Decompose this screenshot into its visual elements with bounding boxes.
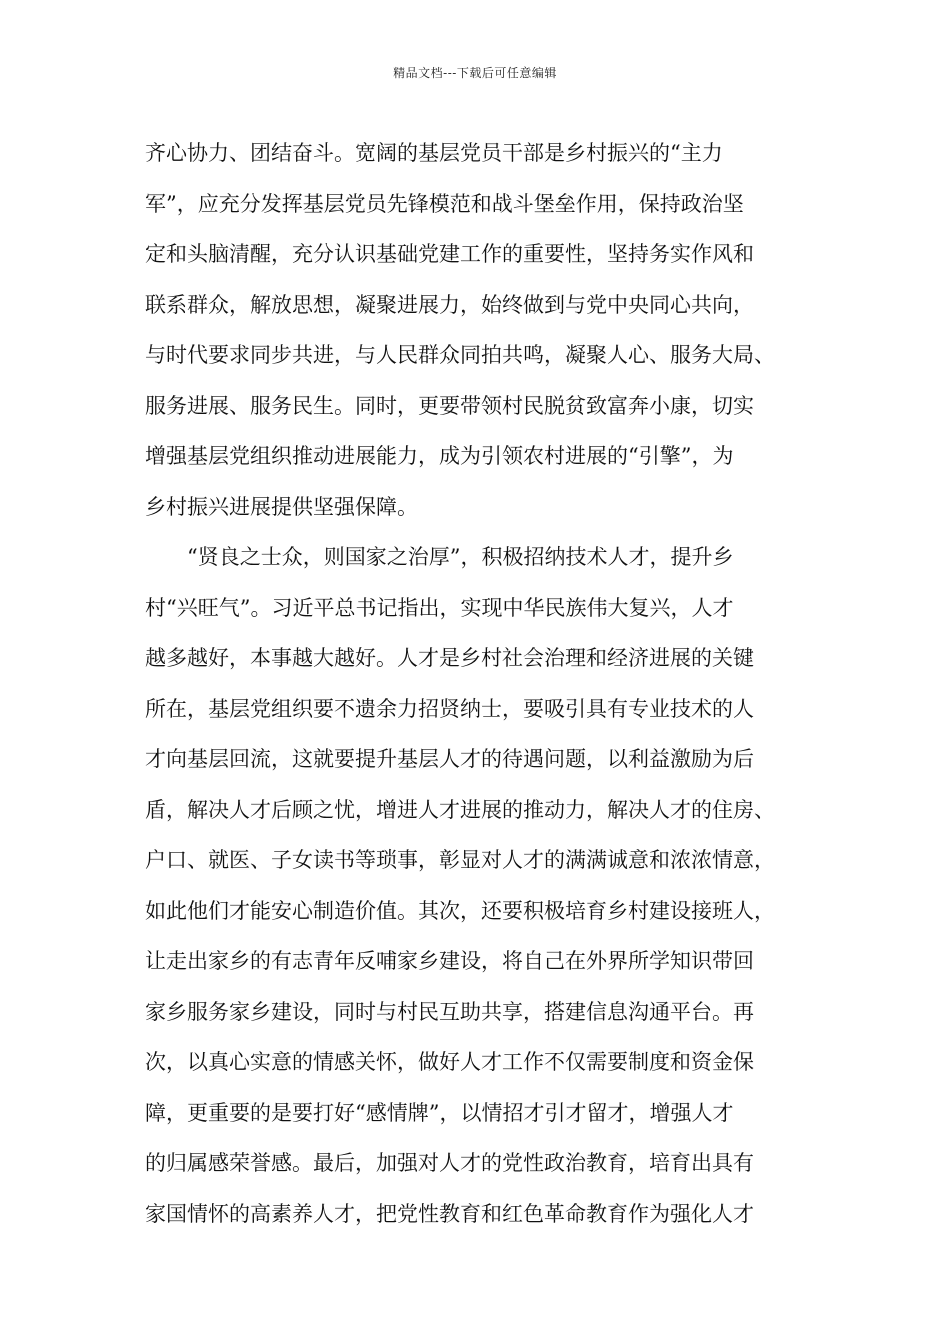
text-line: 联系群众，解放思想，凝聚进展力，始终做到与党中央同心共向， [145,292,754,317]
text-line: 盾，解决人才后顾之忧，增进人才进展的推动力，解决人才的住房、 [145,797,775,822]
text-line: 的归属感荣誉感。最后，加强对人才的党性政治教育，培育出具有 [145,1151,754,1175]
text-line: 增强基层党组织推动进展能力，成为引领农村进展的“引擎”，为 [145,444,734,468]
text-line: 次，以真心实意的情感关怀，做好人才工作不仅需要制度和资金保 [145,1050,754,1074]
text-line: 如此他们才能安心制造价值。其次，还要积极培育乡村建设接班人， [145,898,775,923]
text-line: 障，更重要的是要打好“感情牌”，以情招才引才留才，增强人才 [145,1100,734,1125]
text-line: 所在，基层党组织要不遗余力招贤纳士，要吸引具有专业技术的人 [145,696,754,721]
text-line: 家国情怀的高素养人才，把党性教育和红色革命教育作为强化人才 [145,1201,754,1226]
document-body [145,128,835,1239]
text-line: 定和头脑清醒，充分认识基础党建工作的重要性，坚持务实作风和 [145,242,754,266]
text-line: 家乡服务家乡建设，同时与村民互助共享，搭建信息沟通平台。再 [145,999,754,1024]
text-line: 服务进展、服务民生。同时，更要带领村民脱贫致富奔小康，切实 [145,393,754,418]
paragraph-first-line: “贤良之士众，则国家之治厚”，积极招纳技术人才，提升乡 [187,545,734,569]
text-line: 乡村振兴进展提供坚强保障。 [145,494,418,519]
text-line: 户口、就医、子女读书等琐事，彰显对人才的满满诚意和浓浓情意， [145,848,775,872]
text-line: 村“兴旺气”。习近平总书记指出，实现中华民族伟大复兴，人才 [145,595,734,620]
text-line: 与时代要求同步共进，与人民群众同拍共鸣，凝聚人心、服务大局、 [145,343,775,367]
text-line: 才向基层回流，这就要提升基层人才的待遇问题，以利益激励为后 [145,747,754,771]
text-line: 让走出家乡的有志青年反哺家乡建设，将自己在外界所学知识带回 [145,949,754,973]
text-line: 齐心协力、团结奋斗。宽阔的基层党员干部是乡村振兴的“主力 [145,141,723,165]
page-header: 精品文档---下载后可任意编辑 [393,66,557,80]
text-line: 军”，应充分发挥基层党员先锋模范和战斗堡垒作用，保持政治坚 [145,191,744,216]
text-line: 越多越好，本事越大越好。人才是乡村社会治理和经济进展的关键 [145,646,754,670]
